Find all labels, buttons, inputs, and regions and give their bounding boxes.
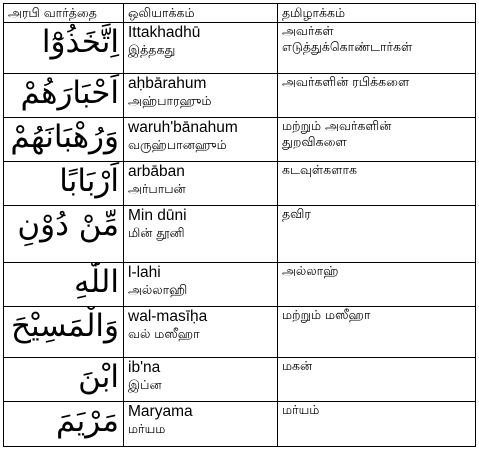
transliteration-cell: [124, 307, 278, 358]
tamil-meaning: [278, 162, 476, 206]
arabic-word: اَرْبَابًا: [4, 162, 124, 206]
latin-transliteration: aḥbārahum: [128, 75, 207, 92]
tamil-transliteration: இத்தகது: [128, 42, 176, 57]
tamil-transliteration: அல்லாஹி: [128, 282, 188, 297]
table-row: [4, 162, 476, 206]
tamil-meaning: [278, 118, 476, 162]
transliteration-cell: [124, 358, 278, 402]
arabic-word: وَالْمَسِيْحَ: [4, 307, 124, 358]
glossary-rows: [4, 23, 476, 447]
transliteration-header: ஒலியாக்கம்: [124, 4, 278, 23]
table-row: [4, 402, 476, 447]
arabic-word: اللّٰهِ: [4, 263, 124, 307]
word-glossary-table: [3, 3, 476, 447]
arabic-word: مِّنْ دُوْنِ: [4, 206, 124, 263]
latin-transliteration: ib'na: [128, 359, 161, 376]
table-row: [4, 23, 476, 74]
tamil-meaning: [278, 263, 476, 307]
header-row: [4, 4, 476, 23]
arabic-word: اِتَّخَذُوْٓا: [4, 23, 124, 74]
tamil-meaning: [278, 206, 476, 263]
tamil-transliteration: அஹ்பாரஹும்: [128, 93, 212, 108]
transliteration-cell: [124, 206, 278, 263]
tamil-transliteration: வல் மஸீஹா: [128, 326, 200, 341]
table-row: [4, 358, 476, 402]
arabic-word-header: அரபி வார்த்தை: [4, 4, 124, 23]
meaning-line: மற்றும் அவர்களின்: [282, 118, 392, 133]
tamil-meaning: [278, 402, 476, 447]
tamil-transliteration: அர்பாபன்: [128, 181, 186, 196]
tamil-transliteration: இப்ன: [128, 377, 162, 392]
meaning-line: எடுத்துக்கொண்டார்கள்: [282, 39, 413, 54]
transliteration-cell: [124, 263, 278, 307]
latin-transliteration: Ittakhadhū: [128, 24, 201, 41]
meaning-line: மற்றும் மஸீஹா: [282, 307, 371, 322]
table-row: [4, 118, 476, 162]
meaning-line: துறவிகளை: [282, 134, 347, 149]
transliteration-cell: [124, 402, 278, 447]
latin-transliteration: l-lahi: [128, 264, 161, 281]
arabic-word: ابْنَ: [4, 358, 124, 402]
arabic-word: اَحْبَارَهُمْ: [4, 74, 124, 118]
latin-transliteration: Maryama: [128, 403, 193, 420]
meaning-line: மர்யம்: [282, 402, 320, 417]
transliteration-cell: [124, 162, 278, 206]
meaning-line: தவிர: [282, 206, 311, 221]
latin-transliteration: Min dūni: [128, 207, 187, 224]
meaning-line: அவர்கள்: [282, 23, 334, 38]
tamil-transliteration: மின் தூனி: [128, 225, 185, 240]
meaning-line: மகன்: [282, 358, 313, 373]
transliteration-cell: [124, 74, 278, 118]
tamil-translation-header: தமிழாக்கம்: [278, 4, 476, 23]
table-row: [4, 206, 476, 263]
arabic-word: مَرْيَمَ: [4, 402, 124, 447]
table-row: [4, 307, 476, 358]
table-row: [4, 263, 476, 307]
tamil-transliteration: வருஹ்பானஹும்: [128, 137, 227, 152]
latin-transliteration: waruh'bānahum: [128, 119, 238, 136]
tamil-meaning: [278, 74, 476, 118]
meaning-line: கடவுள்களாக: [282, 162, 357, 177]
tamil-meaning: [278, 23, 476, 74]
meaning-line: அவர்களின் ரபிக்களை: [282, 74, 410, 89]
meaning-line: அல்லாஹ்: [282, 263, 339, 278]
latin-transliteration: arbāban: [128, 163, 185, 180]
tamil-meaning: [278, 307, 476, 358]
tamil-meaning: [278, 358, 476, 402]
tamil-transliteration: மர்யம: [128, 421, 166, 436]
arabic-word: وَرُهْبَانَهُمْ: [4, 118, 124, 162]
transliteration-cell: [124, 23, 278, 74]
transliteration-cell: [124, 118, 278, 162]
table-row: [4, 74, 476, 118]
latin-transliteration: wal-masīḥa: [128, 308, 208, 325]
